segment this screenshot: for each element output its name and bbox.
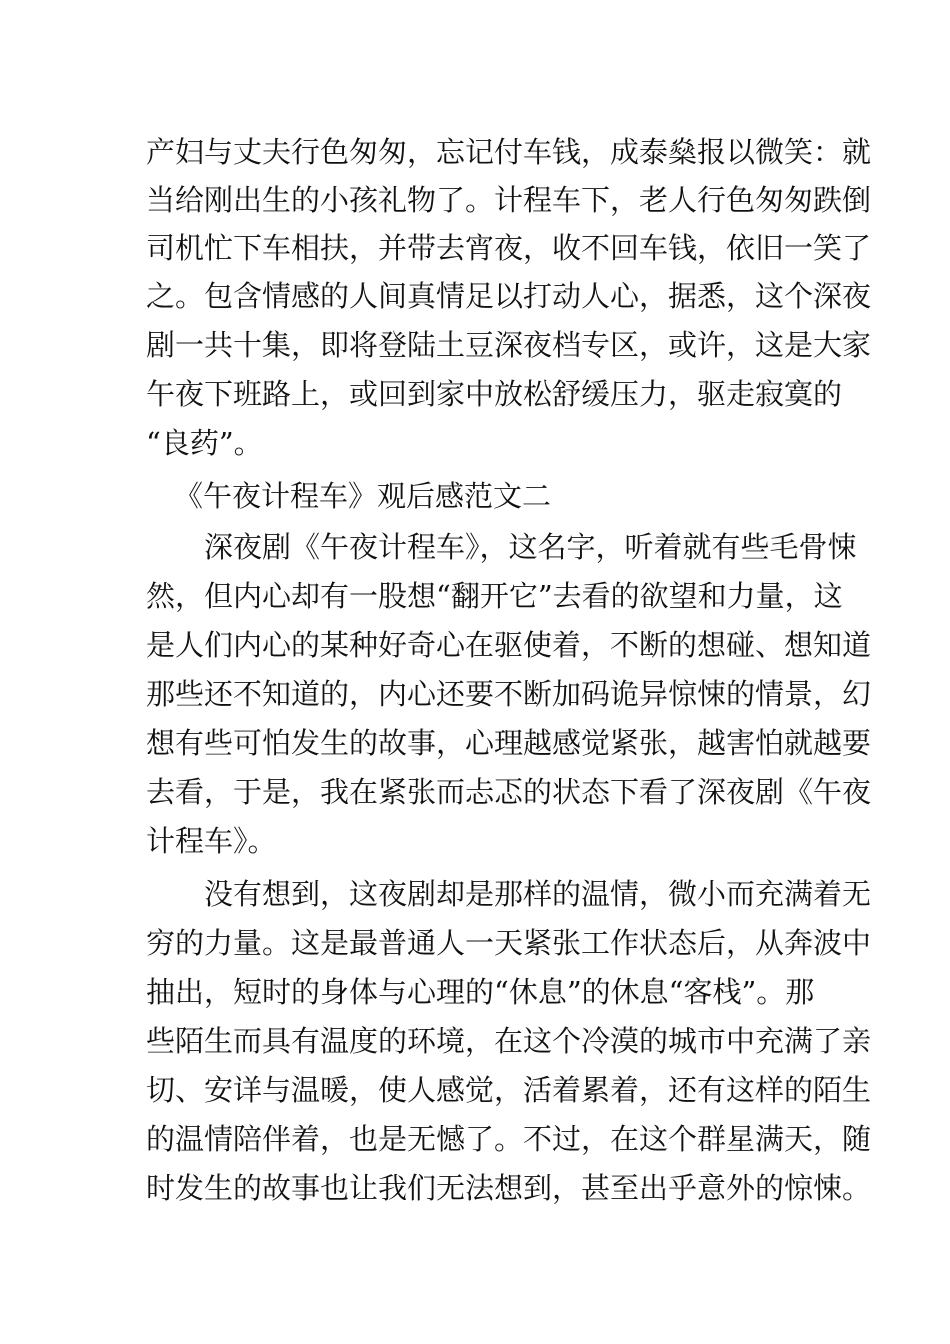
- text-line: 切、安详与温暖，使人感觉，活着累着，还有这样的陌生: [146, 1073, 872, 1107]
- text-line: 去看，于是，我在紧张而忐忑的状态下看了深夜剧《午夜: [146, 775, 872, 809]
- text-line: 剧一共十集，即将登陆土豆深夜档专区，或许，这是大家: [146, 328, 872, 362]
- text-line: 之。包含情感的人间真情足以打动人心，据悉，这个深夜: [146, 279, 872, 313]
- text-line: 计程车》。: [146, 824, 277, 858]
- text-line: 是人们内心的某种好奇心在驱使着，不断的想碰、想知道: [146, 628, 872, 662]
- text-line: 没有想到，这夜剧却是那样的温情，微小而充满着无: [204, 877, 872, 911]
- text-line: 深夜剧《午夜计程车》，这名字，听着就有些毛骨悚: [204, 530, 857, 564]
- text-line: 穷的力量。这是最普通人一天紧张工作状态后，从奔波中: [146, 926, 872, 960]
- text-line: “良药”。: [146, 426, 263, 460]
- section-heading: 《午夜计程车》观后感范文二: [174, 479, 552, 513]
- text-line: 那些还不知道的，内心还要不断加码诡异惊悚的情景，幻: [146, 677, 872, 711]
- text-line: 司机忙下车相扶，并带去宵夜，收不回车钱，依旧一笑了: [146, 231, 872, 265]
- text-line: 抽出，短时的身体与心理的“休息”的休息“客栈”。那: [146, 975, 815, 1009]
- text-line: 的温情陪伴着，也是无憾了。不过，在这个群星满天，随: [146, 1122, 872, 1156]
- text-line: 时发生的故事也让我们无法想到，甚至出乎意外的惊悚。: [146, 1171, 872, 1205]
- text-line: 产妇与丈夫行色匆匆，忘记付车钱，成泰燊报以微笑：就: [146, 135, 872, 169]
- text-line: 些陌生而具有温度的环境，在这个冷漠的城市中充满了亲: [146, 1024, 872, 1058]
- text-line: 午夜下班路上，或回到家中放松舒缓压力，驱走寂寞的: [146, 377, 843, 411]
- text-line: 然，但内心却有一股想“翻开它”去看的欲望和力量，这: [146, 579, 843, 613]
- text-line: 当给刚出生的小孩礼物了。计程车下，老人行色匆匆跌倒: [146, 183, 872, 217]
- text-line: 想有些可怕发生的故事，心理越感觉紧张，越害怕就越要: [146, 726, 872, 760]
